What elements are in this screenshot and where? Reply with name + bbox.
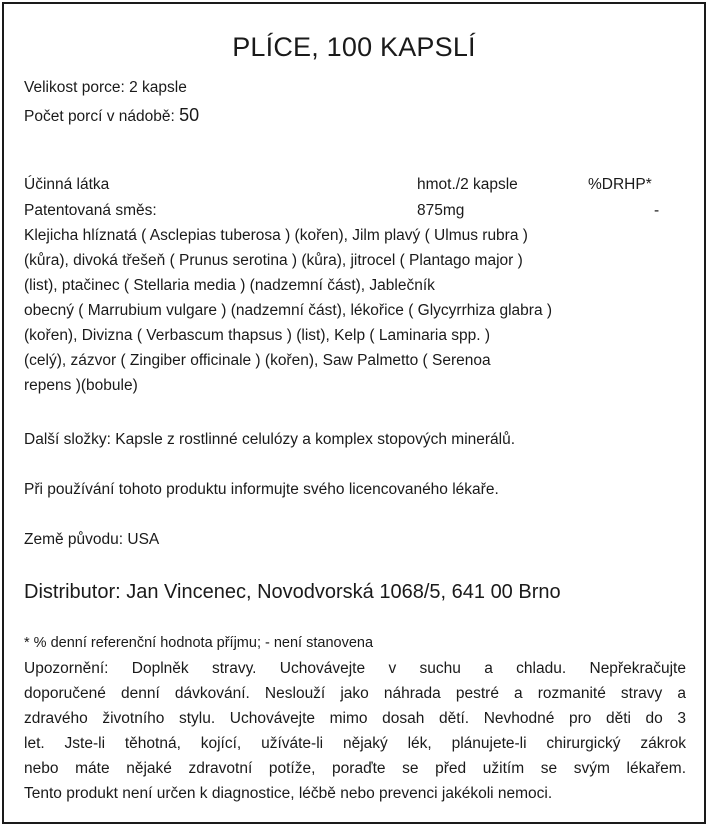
ingredients-line: (kůra), divoká třešeň ( Prunus serotina ) (kůra), jitrocel ( Plantago major ) [24,252,523,269]
other-ingredients: Další složky: Kapsle z rostlinné celulózy a komplex stopových minerálů. [24,431,516,448]
physician-note: Při používání tohoto produktu informujte svého licencovaného lékaře. [24,481,499,498]
ingredients-line: Klejicha hlíznatá ( Asclepias tuberosa ) (kořen), Jilm plavý ( Ulmus rubra ) [24,227,528,244]
ingredients-line: (celý), zázvor ( Zingiber officinale ) (kořen), Saw Palmetto ( Serenoa [24,352,491,369]
ingredients-line: repens )(bobule) [24,377,138,394]
servings-per-container-row [24,105,199,126]
ingredients-line: (list), ptačinec ( Stellaria media ) (nadzemní část), Jablečník [24,277,435,294]
serving-size-row [24,79,187,97]
serving-size-label: Velikost porce: [24,79,125,96]
blend-dv: - [654,202,660,219]
country-of-origin: Země původu: USA [24,531,160,548]
table-header-dv: %DRHP* [588,176,652,193]
serving-size-value: 2 kapsle [129,79,187,96]
product-title: PLÍCE, 100 KAPSLÍ [232,32,476,62]
warning-line: nebo máte nějaké zdravotní potíže, poraďte se před užitím se svým lékařem. [24,760,686,777]
distributor: Distributor: Jan Vincenec, Novodvorská 1068/5, 641 00 Brno [24,581,561,603]
warning-line: zdravého životního stylu. Uchovávejte mimo dosah dětí. Nevhodné pro děti do 3 [24,710,686,727]
warning-line: let. Jste-li těhotná, kojící, užíváte-li nějaký lék, plánujete-li chirurgický zákrok [24,735,686,752]
warning-line: Tento produkt není určen k diagnostice, léčbě nebo prevenci jakékoli nemoci. [24,785,553,802]
ingredients-line: obecný ( Marrubium vulgare ) (nadzemní část), lékořice ( Glycyrrhiza glabra ) [24,302,553,319]
warning-line: doporučené denní dávkování. Neslouží jako náhrada pestré a rozmanité stravy a [24,685,686,702]
servings-per-container-label: Počet porcí v nádobě: [24,108,175,125]
servings-per-container-value: 50 [179,105,200,125]
blend-amount: 875mg [417,202,465,219]
table-header-ingredient: Účinná látka [24,176,110,193]
blend-name: Patentovaná směs: [24,202,157,219]
supplement-label [2,2,706,824]
ingredients-line: (kořen), Divizna ( Verbascum thapsus ) (list), Kelp ( Laminaria spp. ) [24,327,491,344]
warning-line: Upozornění: Doplněk stravy. Uchovávejte v suchu a chladu. Nepřekračujte [24,660,686,677]
table-header-amount: hmot./2 kapsle [417,176,518,193]
footnote: * % denní referenční hodnota příjmu; - není stanovena [24,635,374,651]
